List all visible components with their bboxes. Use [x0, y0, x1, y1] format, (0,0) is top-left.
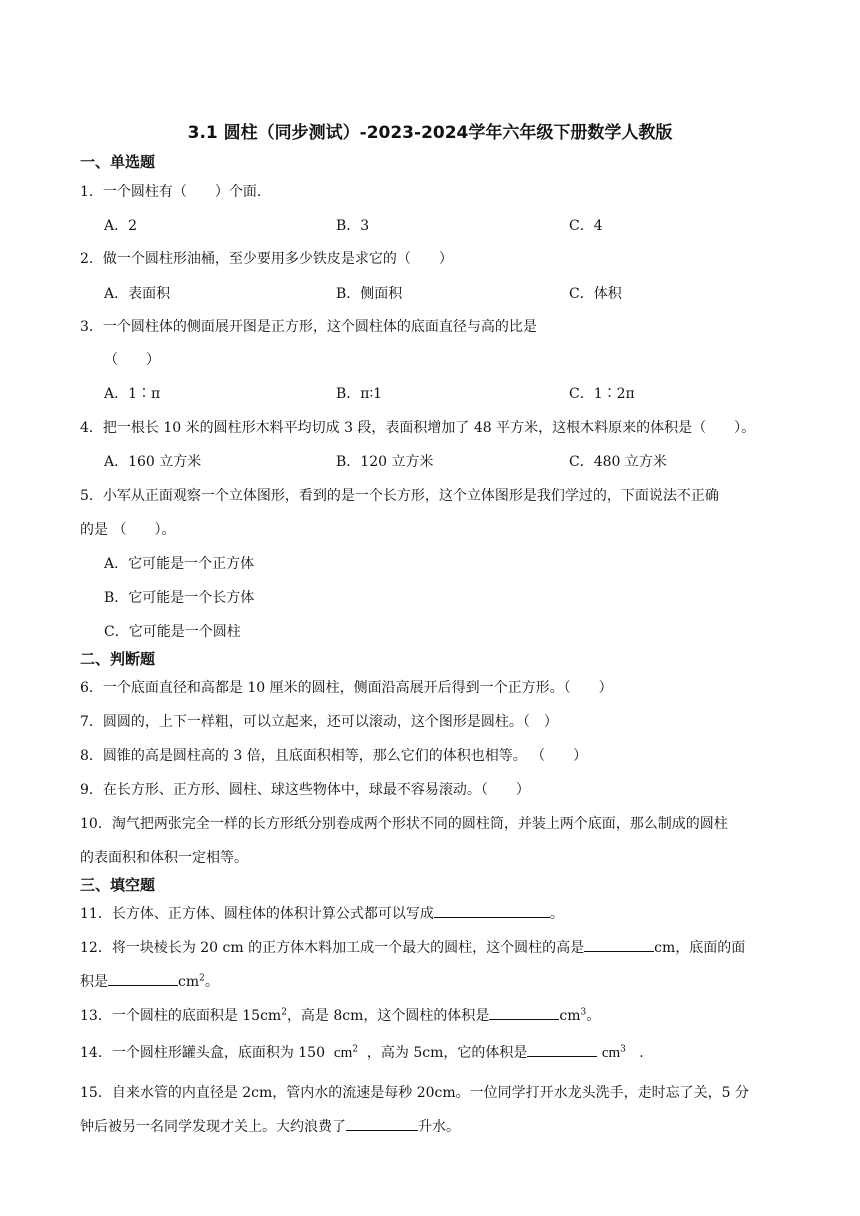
q1-option-a: A．2 — [104, 218, 138, 234]
section-heading-single-choice: 一、单选题 — [80, 153, 156, 171]
question-15-line2 — [80, 1116, 460, 1136]
question-2: 2．做一个圆柱形油桶，至少要用多少铁皮是求它的（ ） — [80, 251, 453, 267]
q14-mid: ，高为 5cm，它的体积是 — [366, 1045, 528, 1061]
q12-end: 。 — [204, 974, 219, 990]
question-12 — [80, 937, 745, 957]
q4-option-a: A．160 立方米 — [104, 454, 202, 470]
q3-option-a: A．1∶π — [104, 386, 161, 402]
q15-line2-text: 钟后被另一名同学发现才关上。大约浪费了 — [80, 1119, 346, 1135]
q1-option-c: C．4 — [569, 218, 603, 234]
q11-end: 。 — [549, 906, 564, 922]
q14-answer-blank[interactable] — [527, 1042, 597, 1057]
q15-end: 升水。 — [418, 1119, 460, 1135]
q13-unit: cm — [559, 1008, 581, 1024]
q14-end: . — [639, 1045, 644, 1061]
question-10: 10．淘气把两张完全一样的长方形纸分别卷成两个形状不同的圆柱筒，并装上两个底面，那么制成的圆柱 — [80, 816, 728, 832]
q11-answer-blank[interactable] — [434, 903, 550, 918]
question-15: 15．自来水管的内直径是 2cm，管内水的流速是每秒 20cm。一位同学打开水龙头洗手，走时忘了关，5 分 — [80, 1085, 750, 1101]
q2-option-a: A．表面积 — [104, 286, 171, 302]
q13-answer-blank[interactable] — [489, 1005, 559, 1020]
question-14 — [80, 1042, 644, 1062]
question-10-line2: 的表面积和体积一定相等。 — [80, 850, 248, 866]
question-4: 4．把一根长 10 米的圆柱形木料平均切成 3 段，表面积增加了 48 平方米，这根木料原来的体积是（ ）。 — [80, 420, 756, 436]
q3-option-b: B．π∶1 — [336, 386, 383, 402]
q14-exponent-2: 3 — [620, 1044, 626, 1055]
q12-unit-exponent: 2 — [199, 973, 205, 984]
q14-unit-2: cm — [601, 1045, 621, 1061]
question-5-line2: 的是 （ ）。 — [80, 522, 176, 538]
q13-mid: ，高是 8cm，这个圆柱的体积是 — [286, 1008, 490, 1024]
section-heading-true-false: 二、判断题 — [80, 650, 156, 668]
q14-text: 14．一个圆柱形罐头盒，底面积为 150 — [80, 1045, 325, 1061]
question-7: 7．圆圆的，上下一样粗，可以立起来，还可以滚动，这个图形是圆柱。（ ） — [80, 714, 558, 730]
question-8: 8．圆锥的高是圆柱高的 3 倍，且底面积相等，那么它们的体积也相等。 （ ） — [80, 748, 588, 764]
q11-text: 11．长方体、正方体、圆柱体的体积计算公式都可以写成 — [80, 906, 434, 922]
q12-line2-text: 积是 — [80, 974, 108, 990]
question-3: 3．一个圆柱体的侧面展开图是正方形，这个圆柱体的底面直径与高的比是 — [80, 319, 537, 335]
page-title: 3.1 圆柱（同步测试）-2023-2024学年六年级下册数学人教版 — [187, 123, 673, 143]
question-3-blank: （ ） — [104, 352, 160, 368]
q2-option-c: C．体积 — [569, 286, 622, 302]
q2-option-b: B．侧面积 — [336, 286, 403, 302]
question-13 — [80, 1005, 600, 1025]
q14-unit-1: cm — [333, 1045, 353, 1061]
q5-option-c: C．它可能是一个圆柱 — [104, 624, 241, 640]
q13-text: 13．一个圆柱的底面积是 15cm — [80, 1008, 282, 1024]
q5-option-b: B．它可能是一个长方体 — [104, 590, 255, 606]
q3-option-c: C．1∶2π — [569, 386, 635, 402]
question-5: 5．小军从正面观察一个立体图形，看到的是一个长方形，这个立体图形是我们学过的，下面说法不正确 — [80, 488, 719, 504]
question-1: 1．一个圆柱有（ ）个面． — [80, 184, 271, 200]
section-heading-fill-blank: 三、填空题 — [80, 876, 156, 894]
q12-answer-blank-2[interactable] — [108, 971, 178, 986]
q12-mid: cm，底面的面 — [654, 940, 746, 956]
q4-option-b: B．120 立方米 — [336, 454, 434, 470]
q12-text: 12．将一块棱长为 20 cm 的正方体木料加工成一个最大的圆柱，这个圆柱的高是 — [80, 940, 585, 956]
q4-option-c: C．480 立方米 — [569, 454, 667, 470]
question-9: 9．在长方形、正方形、圆柱、球这些物体中，球最不容易滚动。（ ） — [80, 782, 530, 798]
question-11 — [80, 903, 564, 923]
q13-end: 。 — [586, 1008, 601, 1024]
q12-unit: cm — [178, 974, 200, 990]
q14-exponent-1: 2 — [352, 1044, 358, 1055]
question-6: 6．一个底面直径和高都是 10 厘米的圆柱，侧面沿高展开后得到一个正方形。（ ） — [80, 680, 613, 696]
q13-exponent-1: 2 — [281, 1007, 287, 1018]
q13-exponent-2: 3 — [580, 1007, 587, 1018]
q5-option-a: A．它可能是一个正方体 — [104, 556, 255, 572]
q15-answer-blank[interactable] — [346, 1116, 418, 1131]
q1-option-b: B．3 — [336, 218, 370, 234]
q12-answer-blank-1[interactable] — [584, 937, 654, 952]
question-12-line2 — [80, 971, 219, 991]
